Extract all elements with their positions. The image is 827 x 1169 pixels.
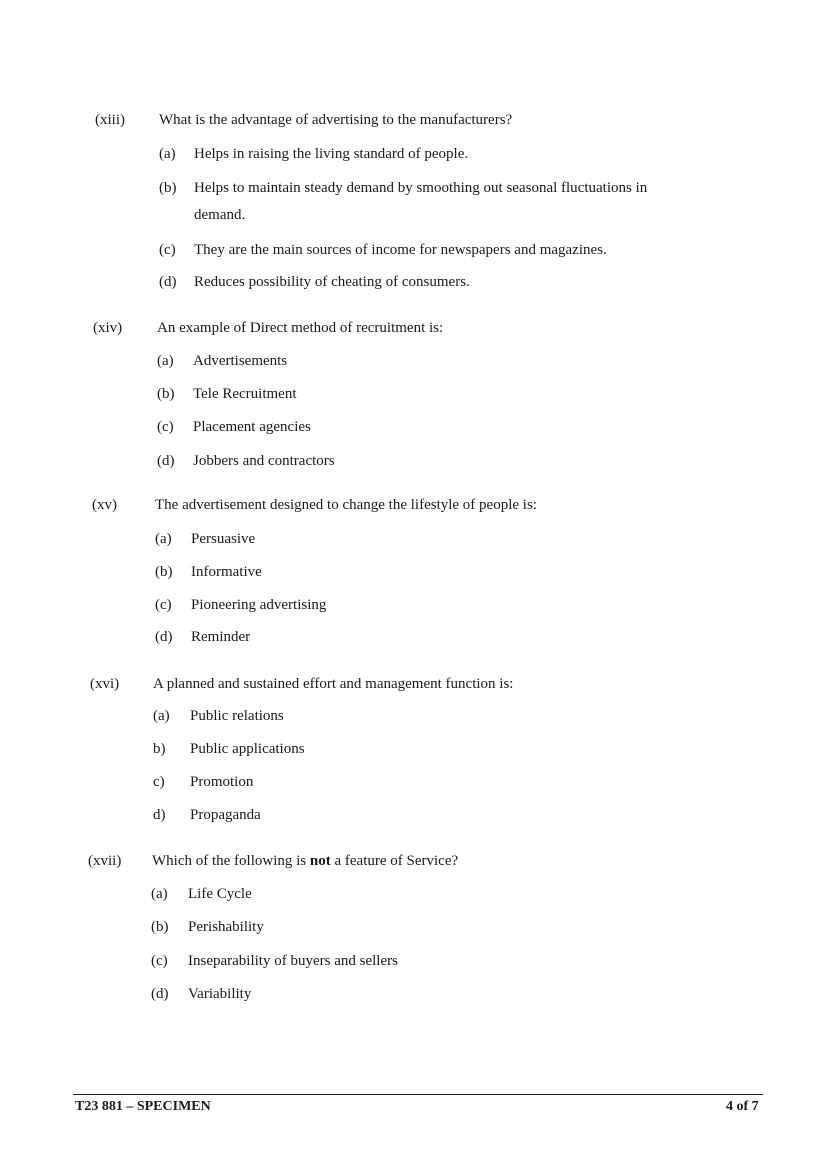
question-number: (xvi) [90, 676, 120, 692]
paper-code: T23 881 – SPECIMEN [75, 1099, 211, 1114]
option-label: d) [153, 807, 166, 823]
option-label: (a) [157, 353, 174, 369]
option-label: (b) [159, 180, 177, 196]
question-text-part: Which of the following is [152, 853, 310, 869]
option-text: Tele Recruitment [193, 386, 297, 402]
option-label: (a) [155, 531, 172, 547]
option-text: Life Cycle [188, 886, 252, 902]
question-number: (xiv) [93, 320, 123, 336]
question-text: The advertisement designed to change the lifestyle of people is: [155, 497, 537, 513]
option-label: (a) [153, 708, 170, 724]
option-text: Perishability [188, 919, 264, 935]
question-text [152, 853, 458, 870]
option-label: (b) [155, 564, 173, 580]
option-text: Helps in raising the living standard of people. [194, 146, 469, 162]
option-text: Inseparability of buyers and sellers [188, 953, 398, 969]
question-number: (xv) [92, 497, 117, 513]
option-label: (d) [157, 453, 175, 469]
option-label: (d) [151, 986, 169, 1002]
question-text-emphasis: not [309, 853, 331, 869]
page-number: 4 of 7 [726, 1099, 759, 1114]
option-label: (d) [155, 629, 173, 645]
option-label: (b) [151, 919, 169, 935]
question-number: (xiii) [95, 112, 125, 128]
footer-divider [73, 1094, 763, 1095]
option-text: Variability [188, 986, 252, 1002]
option-text: Reduces possibility of cheating of consumers. [194, 274, 470, 290]
option-label: (a) [151, 886, 168, 902]
option-text: Promotion [190, 774, 254, 790]
option-label: (c) [159, 242, 176, 258]
option-text: Placement agencies [193, 419, 311, 435]
question-text: An example of Direct method of recruitment is: [157, 320, 444, 336]
option-label: (d) [159, 274, 177, 290]
option-label: (c) [151, 953, 168, 969]
option-text: Public applications [190, 741, 305, 757]
option-text-continued: demand. [194, 207, 246, 223]
option-label: (c) [155, 597, 172, 613]
option-label: (b) [157, 386, 175, 402]
option-text: Pioneering advertising [191, 597, 327, 613]
option-label: (a) [159, 146, 176, 162]
option-text: Advertisements [193, 353, 288, 369]
option-text: Jobbers and contractors [193, 453, 335, 469]
question-text-part: a feature of Service? [330, 853, 459, 869]
option-label: (c) [157, 419, 174, 435]
option-label: c) [153, 774, 165, 790]
option-text: Propaganda [190, 807, 261, 823]
question-number: (xvii) [88, 853, 122, 869]
option-text: Reminder [191, 629, 251, 645]
option-text: Persuasive [191, 531, 256, 547]
option-text: Informative [191, 564, 262, 580]
question-text: What is the advantage of advertising to the manufacturers? [159, 112, 513, 128]
option-text: Public relations [190, 708, 284, 724]
option-text: Helps to maintain steady demand by smoothing out seasonal fluctuations in [194, 180, 648, 196]
option-label: b) [153, 741, 166, 757]
option-text: They are the main sources of income for newspapers and magazines. [194, 242, 607, 258]
question-text: A planned and sustained effort and management function is: [153, 676, 514, 692]
